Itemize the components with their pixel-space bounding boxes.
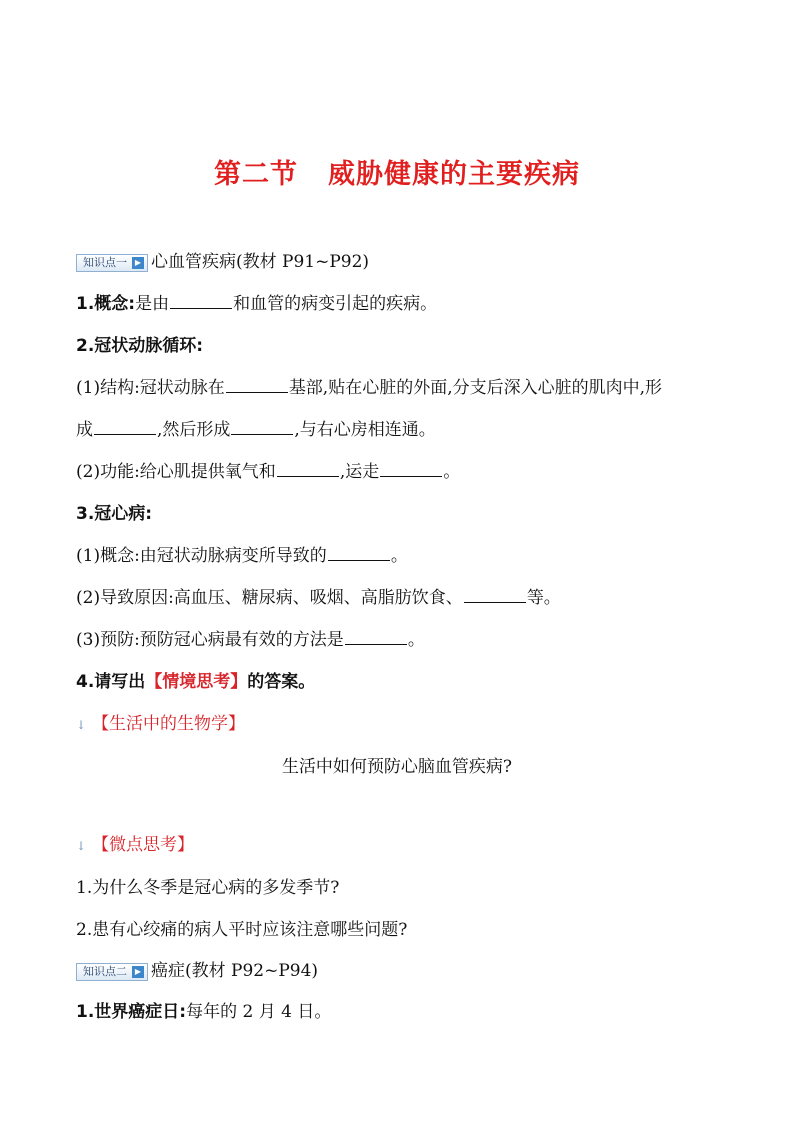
chd-cause-line: (2)导致原因:高血压、糖尿病、吸烟、高脂肪饮食、 等。 [76, 588, 561, 608]
arrow-down-icon: ↓ [76, 839, 87, 853]
answer-blank[interactable] [94, 420, 156, 435]
chd-prevention-line: (3)预防:预防冠心病最有效的方法是 。 [76, 630, 425, 650]
page-title [0, 152, 794, 191]
biology-in-life-heading: ↓ 【生活中的生物学】 [76, 714, 246, 734]
world-cancer-day-line: 1.世界癌症日:每年的 2 月 4 日。 [76, 1002, 332, 1022]
section-title: 威胁健康的主要疾病 [328, 159, 580, 190]
micro-thinking-heading: ↓ 【微点思考】 [76, 835, 195, 855]
answer-blank[interactable] [170, 294, 232, 309]
knowledge-point-2 [76, 960, 318, 982]
chd-concept-line: (1)概念:由冠状动脉病变所导致的 。 [76, 546, 408, 566]
question-2: 2.患有心绞痛的病人平时应该注意哪些问题? [76, 920, 408, 940]
concept-line: 1.概念:是由 和血管的病变引起的疾病。 [76, 294, 438, 314]
answer-blank[interactable] [464, 588, 526, 603]
question-1: 1.为什么冬季是冠心病的多发季节? [76, 878, 340, 898]
knowledge-heading-2: 癌症(教材 P92~P94) [151, 961, 319, 981]
structure-line: (1)结构:冠状动脉在 基部,贴在心脏的外面,分支后深入心脏的肌肉中,形 [76, 378, 663, 398]
play-arrow-icon: ▶ [132, 966, 144, 978]
coronary-circulation-heading: 2.冠状动脉循环: [76, 336, 204, 356]
answer-blank[interactable] [380, 462, 442, 477]
play-arrow-icon: ▶ [132, 257, 144, 269]
answer-blank[interactable] [226, 378, 288, 393]
answer-blank[interactable] [345, 630, 407, 645]
arrow-down-icon: ↓ [76, 718, 87, 732]
knowledge-tag-2: 知识点二 ▶ [76, 963, 148, 981]
knowledge-tag-1: 知识点一 ▶ [76, 254, 148, 272]
function-line: (2)功能:给心肌提供氧气和 ,运走 。 [76, 462, 461, 482]
chd-heading: 3.冠心病: [76, 504, 153, 524]
structure-line-cont: 成 ,然后形成 ,与右心房相连通。 [76, 420, 436, 440]
answer-blank[interactable] [277, 462, 339, 477]
scenario-prompt: 4.请写出【情境思考】的答案。 [76, 672, 316, 692]
answer-blank[interactable] [328, 546, 390, 561]
section-number: 第二节 [214, 159, 298, 190]
knowledge-point-1 [76, 251, 369, 273]
answer-blank[interactable] [231, 420, 293, 435]
scenario-question: 生活中如何预防心脑血管疾病? [281, 757, 513, 777]
knowledge-heading-1: 心血管疾病(教材 P91~P92) [151, 252, 370, 272]
